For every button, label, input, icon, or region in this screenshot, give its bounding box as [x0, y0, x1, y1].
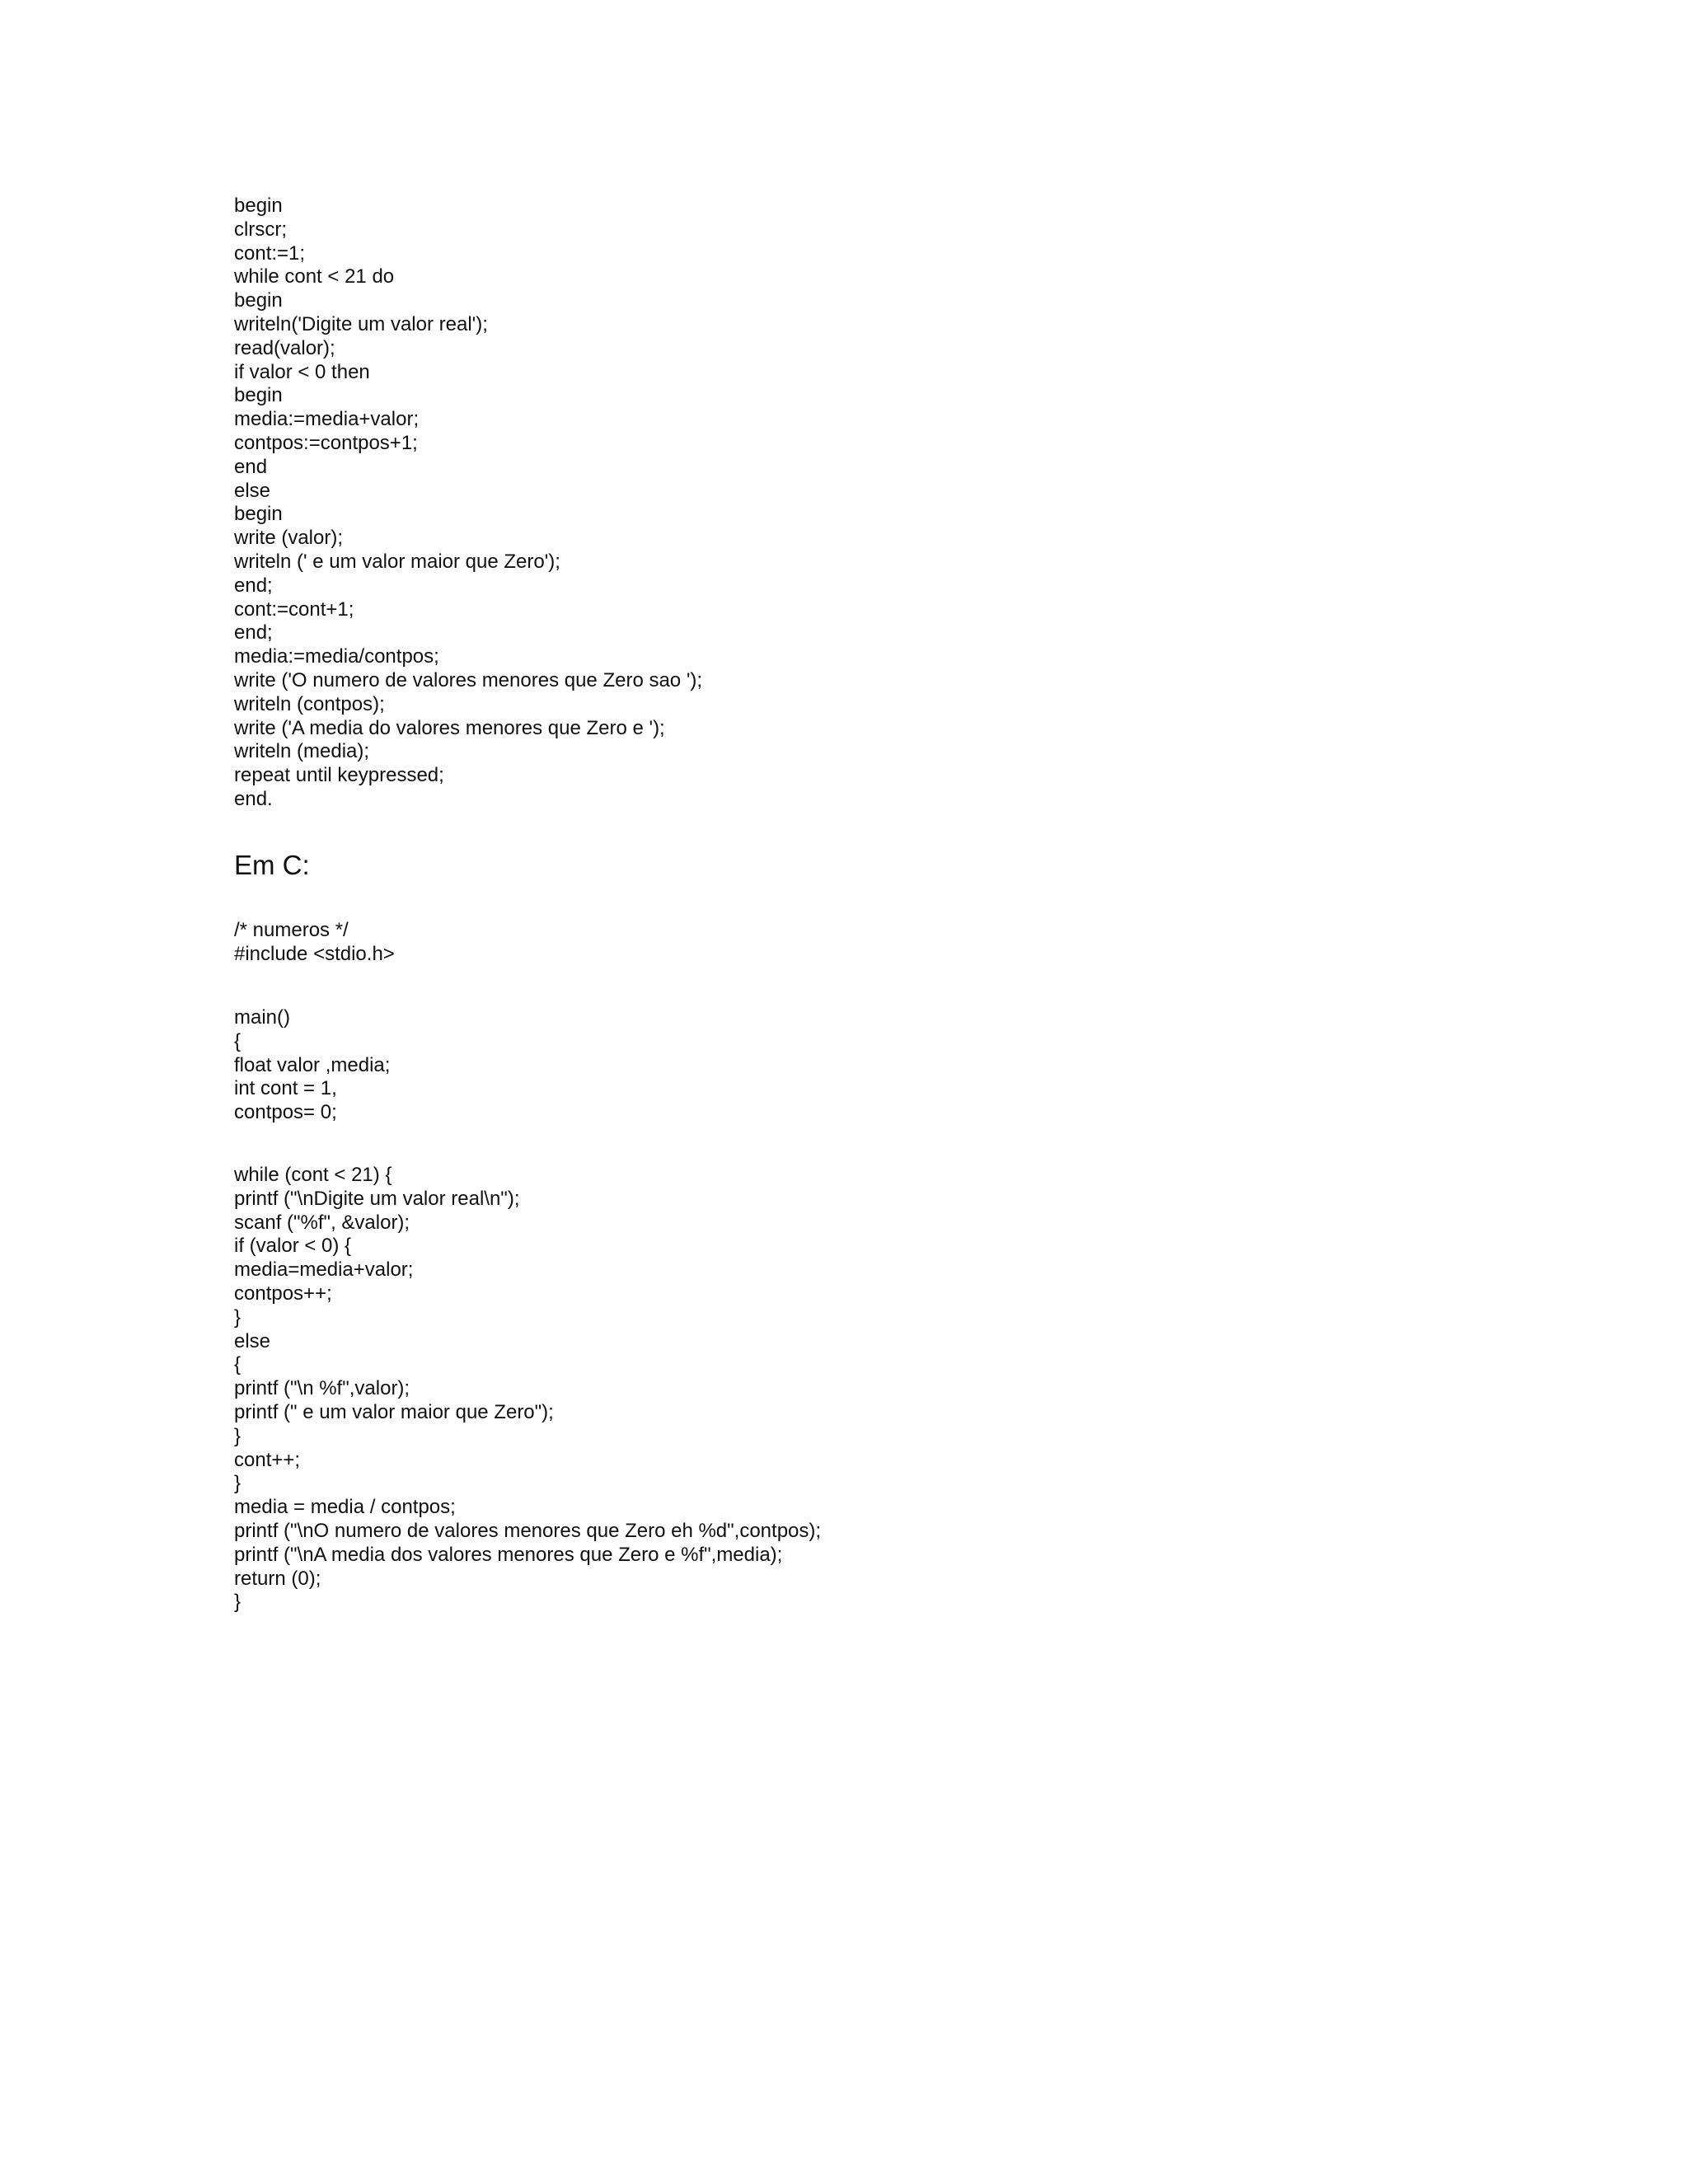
- code-line: clrscr;: [234, 218, 287, 241]
- code-line: write (valor);: [234, 527, 344, 550]
- code-line: end: [234, 455, 268, 478]
- code-line: contpos++;: [234, 1282, 332, 1305]
- code-line: }: [234, 1591, 241, 1614]
- code-line: else: [234, 1329, 271, 1352]
- code-line: printf ("\nDigite um valor real\n");: [234, 1187, 520, 1210]
- code-line: printf ("\nA media dos valores menores que Zero e %f",media);: [234, 1543, 783, 1566]
- code-line: cont++;: [234, 1448, 301, 1471]
- code-line: int cont = 1,: [234, 1077, 337, 1100]
- code-line: else: [234, 479, 271, 502]
- code-line: contpos= 0;: [234, 1101, 337, 1124]
- code-line: media=media+valor;: [234, 1258, 414, 1282]
- code-line: if valor < 0 then: [234, 360, 370, 383]
- c-main-declarations-block: [234, 1006, 390, 1125]
- code-line: cont:=cont+1;: [234, 598, 354, 621]
- code-line: float valor ,media;: [234, 1053, 391, 1076]
- code-line: begin: [234, 384, 283, 407]
- code-line: write ('A media do valores menores que Zero e ');: [234, 716, 665, 739]
- code-line: while cont < 21 do: [234, 265, 395, 288]
- code-line: cont:=1;: [234, 241, 306, 265]
- code-line: {: [234, 1353, 241, 1376]
- code-line: end;: [234, 621, 273, 644]
- pascal-code-block: [234, 194, 702, 812]
- code-line: writeln (media);: [234, 740, 370, 763]
- code-line: write ('O numero de valores menores que Zero sao ');: [234, 668, 703, 691]
- code-line: /* numeros */: [234, 919, 349, 941]
- code-line: printf ("\nO numero de valores menores que Zero eh %d",contpos);: [234, 1519, 822, 1542]
- code-line: begin: [234, 194, 283, 217]
- code-line: media = media / contpos;: [234, 1496, 456, 1519]
- code-line: {: [234, 1029, 241, 1052]
- code-line: #include <stdio.h>: [234, 942, 395, 965]
- code-line: printf (" e um valor maior que Zero");: [234, 1400, 554, 1423]
- c-loop-code-block: [234, 1164, 821, 1615]
- code-line: return (0);: [234, 1567, 321, 1590]
- code-line: }: [234, 1424, 241, 1447]
- code-line: contpos:=contpos+1;: [234, 431, 418, 454]
- c-section-heading: Em C:: [234, 850, 310, 880]
- code-line: writeln('Digite um valor real');: [234, 312, 488, 335]
- code-line: }: [234, 1305, 241, 1329]
- code-line: end;: [234, 574, 273, 597]
- code-line: printf ("\n %f",valor);: [234, 1377, 410, 1400]
- code-line: while (cont < 21) {: [234, 1164, 392, 1186]
- code-line: media:=media/contpos;: [234, 645, 439, 668]
- code-line: if (valor < 0) {: [234, 1235, 352, 1258]
- code-line: writeln (' e um valor maior que Zero');: [234, 550, 560, 573]
- code-line: writeln (contpos);: [234, 692, 385, 715]
- code-line: read(valor);: [234, 336, 335, 359]
- c-header-code-block: [234, 919, 395, 967]
- code-line: scanf ("%f", &valor);: [234, 1211, 410, 1234]
- code-line: end.: [234, 787, 273, 810]
- code-line: main(): [234, 1006, 291, 1029]
- code-line: repeat until keypressed;: [234, 764, 444, 787]
- code-line: media:=media+valor;: [234, 408, 420, 431]
- code-line: begin: [234, 289, 283, 312]
- code-line: }: [234, 1472, 241, 1495]
- code-line: begin: [234, 503, 283, 526]
